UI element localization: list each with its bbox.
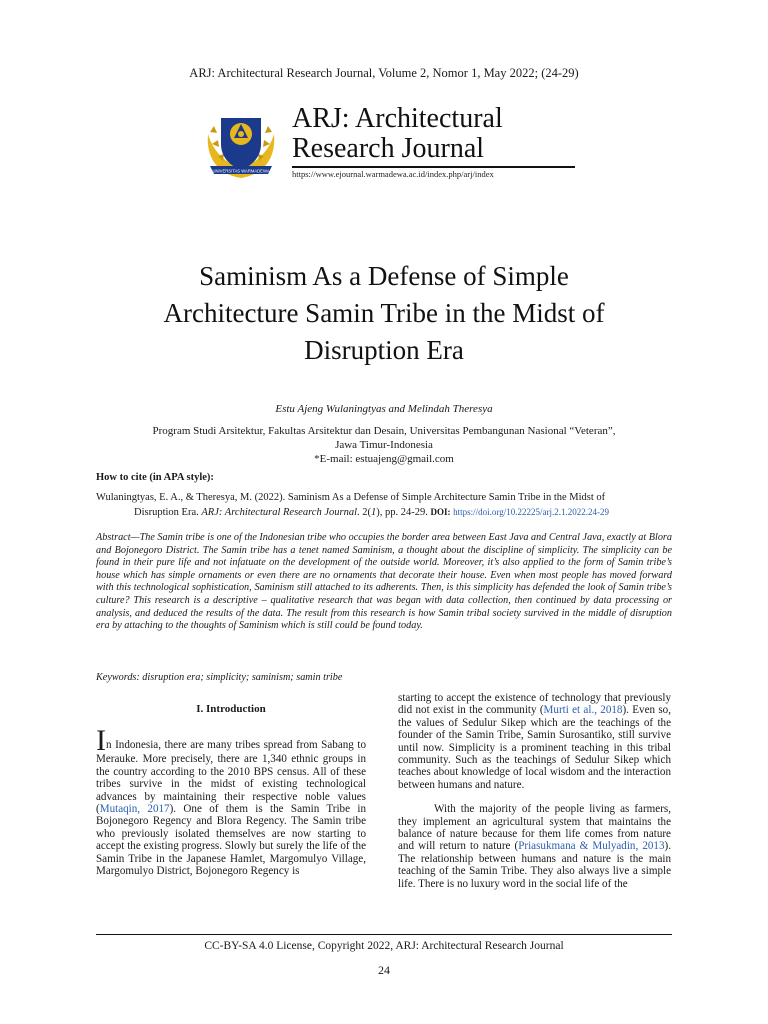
affiliation (120, 425, 648, 452)
intro-paragraph-1: In Indonesia, there are many tribes spread from Sabang to Merauke. More precisely, there are 1,340 ethnic groups in the country according to the 2010 BPS census. All of these tribes survive in the midst of existing technological advances by maintaining their respective noble values (Mutaqin, 2017). One of them is the Samin Tribe in Bojonegoro Regency and Blora Regency. The Samin tribe who previously isolated themselves are now starting to accept the existing progress. Slowly but surely the life of the Samin Tribe in the Japanese Hamlet, Margomulyo Village, Margomulyo District, Bojonegoro Regency is (96, 724, 366, 878)
drop-cap: I (96, 724, 106, 758)
author-email: *E-mail: estuajeng@gmail.com (314, 453, 454, 465)
journal-title-line1: ARJ: Architectural (292, 103, 503, 134)
journal-title (292, 104, 503, 164)
citation-line2: Disruption Era. ARJ: Architectural Research Journal. 2(1), pp. 24-29. DOI: https://doi.org/10.22225/arj.2.1.2022.24-29 (134, 507, 609, 518)
doi-label: DOI: (430, 507, 451, 517)
abstract: Abstract—The Samin tribe is one of the Indonesian tribe who occupies the border area between East Java and Central Java, exactly at Blora and Bojonegoro District. The Samin tribe has a tenet named Saminism, a thought about the discipline of simplicity. The simplicity can be found in their pure life and not infatuate on the development of the outside world. Moreover, it’s also applied to the form of Samin tribe’s house which has simple ornaments or even there are no ornaments that decorate their house. Even when most people has moved forward with this technological sophistication, Saminism still attached to its adherents. Then, is this simplicity has defended the look of Samin tribe’s culture? This research is a descriptive – qualitative research that was began with data collection, then continued by data processing or analysis, and deduced the results of the data. The result from this research is how Samin tribal society survived in the middle of disruption era by attaching to the thoughts of Saminism which is still could be found today. (96, 532, 672, 632)
journal-logo (196, 104, 286, 184)
citation-journal: ARJ: Architectural Research Journal (201, 507, 357, 518)
affiliation-line1: Program Studi Arsitektur, Fakultas Arsitektur dan Desain, Universitas Pembangunan Nasional “Veteran”, (152, 425, 616, 437)
citation (96, 490, 672, 520)
citation-line1: Wulaningtyas, E. A., & Theresya, M. (2022). Saminism As a Defense of Simple Architecture Samin Tribe in the Midst of (96, 492, 606, 503)
citation-heading: How to cite (in APA style): (96, 472, 214, 483)
journal-url[interactable]: https://www.ejournal.warmadewa.ac.id/index.php/arj/index (292, 169, 494, 179)
affiliation-line2: Jawa Timur-Indonesia (335, 438, 433, 451)
paper-title-line1: Saminism As a Defense of Simple (199, 261, 569, 291)
journal-title-line2: Research Journal (292, 133, 485, 164)
column-left (96, 703, 366, 877)
page-number: 24 (378, 963, 390, 977)
paper-title (84, 258, 684, 369)
doi-link[interactable]: https://doi.org/10.22225/arj.2.1.2022.24-29 (453, 507, 609, 517)
authors: Estu Ajeng Wulaningtyas and Melindah Theresya (275, 403, 493, 415)
reference-link-mutaqin[interactable]: Mutaqin, 2017 (99, 803, 170, 816)
paper-title-line2: Architecture Samin Tribe in the Midst of (163, 298, 605, 328)
footer-rule (96, 934, 672, 935)
citation-issue: 1 (370, 507, 377, 518)
reference-link-priasukmana[interactable]: Priasukmana & Mulyadin, 2013 (518, 840, 665, 853)
running-header: ARJ: Architectural Research Journal, Volume 2, Nomor 1, May 2022; (24-29) (189, 66, 579, 80)
svg-text:UNIVERSITAS WARMADEWA: UNIVERSITAS WARMADEWA (212, 168, 270, 174)
keywords: Keywords: disruption era; simplicity; saminism; samin tribe (96, 672, 343, 683)
column-right (398, 692, 671, 890)
paper-title-line3: Disruption Era (304, 335, 464, 365)
intro-paragraph-1-continued: starting to accept the existence of technology that previously did not exist in the community (Murti et al., 2018). Even so, the values of Sedulur Sikep which are the teachings of the founder of the Samin Tribe, Samin Surosantiko, still survive until now. Simplicity is a prominent teaching in this tribal community. Such as the teachings of Sedulur Sikep which teaches about knowledge of local wisdom and the interaction between humans and nature. (398, 692, 671, 791)
section-heading-introduction: I. Introduction (196, 703, 266, 715)
reference-link-murti[interactable]: Murti et al., 2018 (543, 704, 623, 717)
intro-paragraph-2: With the majority of the people living as farmers, they implement an agricultural system that maintains the balance of nature because for them life comes from nature and will return to nature (Priasukmana & Mulyadin, 2013). The relationship between humans and nature is the main teaching of the Samin Tribe. They also always live a simple life. There is no luxury word in the social life of the (398, 803, 671, 890)
footer-license: CC-BY-SA 4.0 License, Copyright 2022, ARJ: Architectural Research Journal (204, 940, 564, 952)
journal-title-rule (292, 166, 575, 168)
